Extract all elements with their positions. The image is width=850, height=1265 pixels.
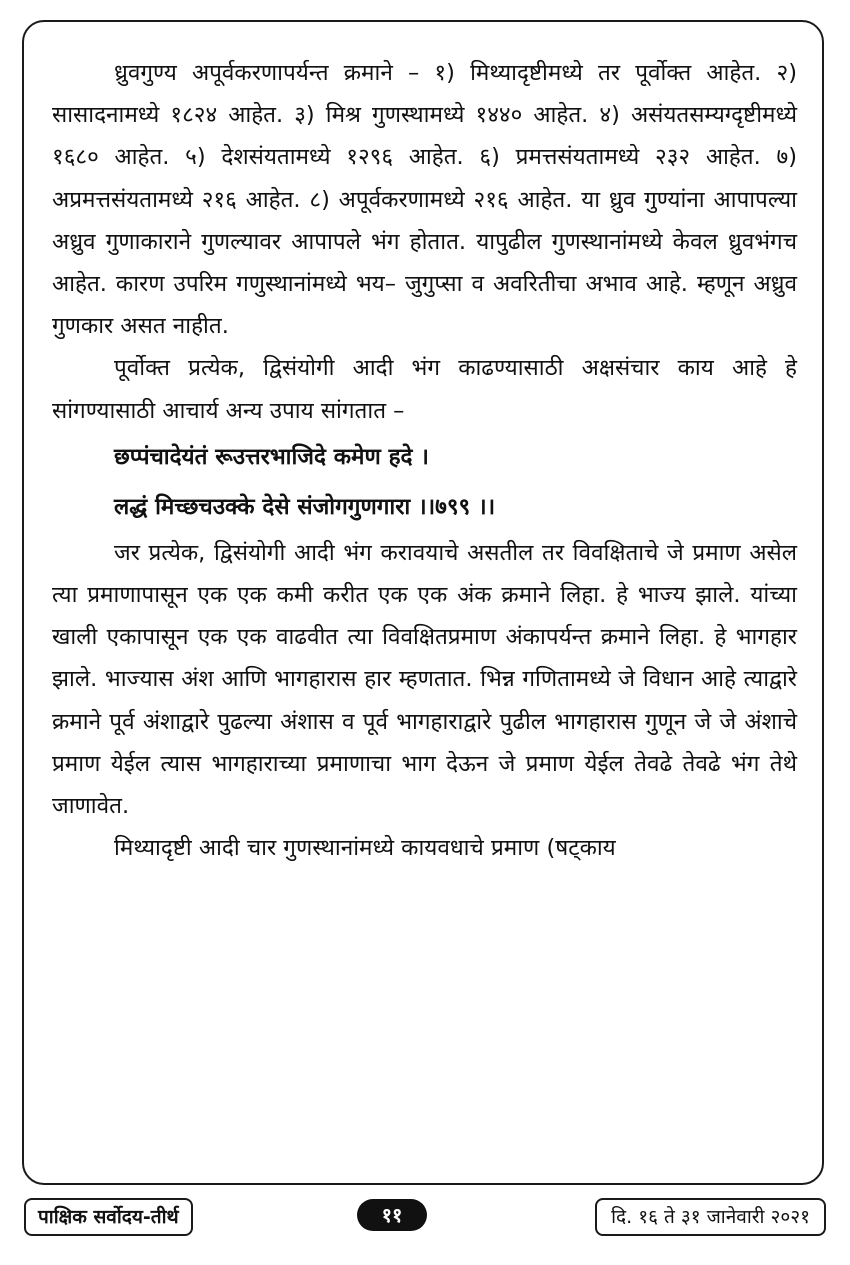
verse-line-1: छप्पंचादेयंतं रूउत्तरभाजिदे कमेण हदे । xyxy=(114,443,429,470)
publication-name: पाक्षिक सर्वोदय-तीर्थ xyxy=(24,1198,193,1236)
page-number: ११ xyxy=(357,1199,427,1231)
paragraph-1: ध्रुवगुण्य अपूर्वकरणापर्यन्त क्रमाने – १) मिथ्यादृष्टीमध्ये तर पूर्वोक्त आहेत. २) सासादनामध्ये १८२४ आहेत. ३) मिश्र गुणस्थामध्ये १४४० आहेत. ४) असंयतसम्यग्दृष्टीमध्ये १६८० आहेत. ५) देशसंयतामध्ये १२९६ आहेत. ६) प्रमत्तसंयतामध्ये २३२ आहेत. ७) अप्रमत्तसंयतामध्ये २१६ आहेत. ८) अपूर्वकरणामध्ये २१६ आहेत. या ध्रुव गुण्यांना आपापल्या अध्रुव गुणाकाराने गुणल्यावर आपापले भंग होतात. यापुढील गुणस्थानांमध्ये केवल ध्रुवभंगच आहेत. कारण उपरिम गणुस्थानांमध्ये भय– जुगुप्सा व अवरितीचा अभाव आहे. म्हणून अध्रुव गुणकार असत नाहीत. xyxy=(52,60,797,340)
issue-date: दि. १६ ते ३१ जानेवारी २०२१ xyxy=(595,1198,826,1236)
paragraph-2: पूर्वोक्त प्रत्येक, द्विसंयोगी आदी भंग काढण्यासाठी अक्षसंचार काय आहे हे सांगण्यासाठी आचार्य अन्य उपाय सांगतात – xyxy=(52,355,797,424)
verse-line-2: लद्धं मिच्छचउक्के देसे संजोगगुणगारा ।।७९९ ।। xyxy=(114,493,496,520)
page-footer xyxy=(0,1198,850,1238)
article-body xyxy=(52,52,797,869)
paragraph-3: जर प्रत्येक, द्विसंयोगी आदी भंग करावयाचे असतील तर विवक्षिताचे जे प्रमाण असेल त्या प्रमाणापासून एक एक कमी करीत एक एक अंक क्रमाने लिहा. हे भाज्य झाले. यांच्या खाली एकापासून एक एक वाढवीत त्या विवक्षितप्रमाण अंकापर्यन्त क्रमाने लिहा. हे भागहार झाले. भाज्यास अंश आणि भागहारास हार म्हणतात. भिन्न गणितामध्ये जे विधान आहे त्याद्वारे क्रमाने पूर्व अंशाद्वारे पुढल्या अंशास व पूर्व भागहाराद्वारे पुढील भागहारास गुणून जे जे अंशाचे प्रमाण येईल त्यास भागहाराच्या प्रमाणाचा भाग देऊन जे प्रमाण येईल तेवढे तेवढे भंग तेथे जाणावेत. xyxy=(52,539,797,820)
paragraph-4: मिथ्यादृष्टी आदी चार गुणस्थानांमध्ये कायवधाचे प्रमाण (षट्काय xyxy=(114,835,616,862)
